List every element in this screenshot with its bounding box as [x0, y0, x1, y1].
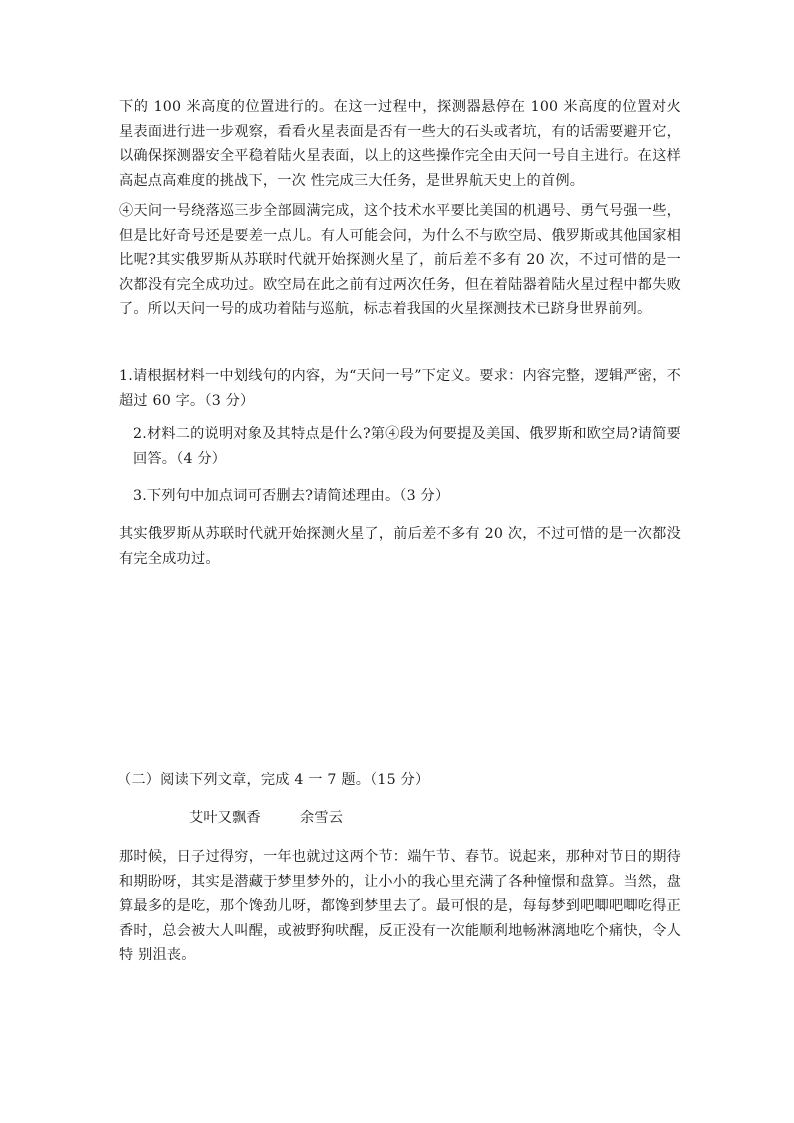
question-3: 3.下列句中加点词可否删去?请简述理由。（3 分） — [133, 488, 450, 504]
material-paragraph-3: 下的 100 米高度的位置进行的。在这一过程中，探测器悬停在 100 米高度的位置对火星表面进行进一步观察，看看火星表面是否有一些大的石头或者坑，有的话需要避开它，以确保探测器安全平稳着陆火星表面，以上的这些操作完全由天问一号自主进行。在这样高起点高难度的挑战下，一次 性完成三大任务，是世界航天史上的首例。 — [119, 99, 681, 189]
article-title: 艾叶又飘香 — [189, 810, 261, 826]
article-author: 余雪云 — [300, 810, 344, 826]
question-1: 1.请根据材料一中划线句的内容，为“天问一号”下定义。要求：内容完整，逻辑严密，不超过 60 字。（3 分） — [119, 368, 681, 409]
question-3-sentence: 其实俄罗斯从苏联时代就开始探测火星了，前后差不多有 20 次，不过可惜的是一次都没有完全成功过。 — [119, 526, 681, 567]
material-paragraph-4: ④天问一号绕落巡三步全部圆满完成，这个技术水平要比美国的机遇号、勇气号强一些，但是比好奇号还是要差一点儿。有人可能会问，为什么不与欧空局、俄罗斯或其他国家相比呢?其实俄罗斯从苏联时代就开始探测火星了，前后差不多有 20 次，不过可惜的是一次都没有完全成功过。欧空局在此之前有过两次任务，但在着陆器着陆火星过程中都失败了。所以天问一号的成功着陆与巡航，标志着我国的火星探测技术已跻身世界前列。 — [119, 203, 681, 317]
article-paragraph-1: 那时候，日子过得穷，一年也就过这两个节：端午节、春节。说起来，那种对节日的期待和期盼呀，其实是潜藏于梦里梦外的，让小小的我心里充满了各种憧憬和盘算。当然，盘算最多的是吃，那个馋劲儿呀，都馋到梦里去了。最可恨的是，每每梦到吧唧吧唧吃得正香时，总会被大人叫醒，或被野狗吠醒，反正没有一次能顺利地畅淋漓地吃个痛快，令人特 别沮丧。 — [119, 849, 681, 963]
question-2: 2.材料二的说明对象及其特点是什么?第④段为何要提及美国、俄罗斯和欧空局?请简要回答。（4 分） — [133, 426, 681, 467]
section-two-heading: （二）阅读下列文章，完成 4 一 7 题。（15 分） — [117, 772, 430, 788]
